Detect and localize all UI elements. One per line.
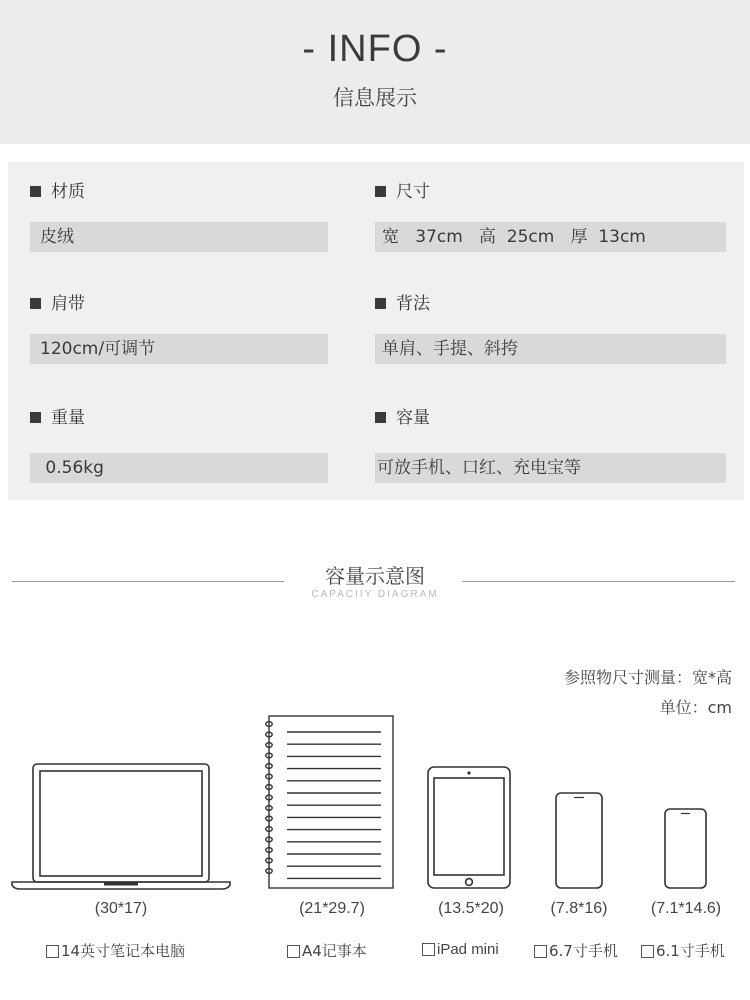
device-dims: (30*17): [94, 900, 148, 917]
device-name: 6.7寸手机: [534, 940, 618, 961]
phone-icon: [556, 793, 602, 888]
info-title: - INFO -: [302, 28, 448, 70]
carry-label: 背法: [375, 292, 430, 316]
bullet-square-icon: [30, 186, 41, 197]
device-name: iPad mini: [422, 940, 499, 958]
info-header: [0, 0, 750, 144]
capacity-diagram-subtitle: CAPACIIY DIAGRAM: [311, 589, 439, 600]
notebook-icon: [266, 716, 393, 888]
strap-label: 肩带: [30, 292, 85, 316]
size-value: 宽 37cm 高 25cm 厚 13cm: [375, 222, 726, 252]
device-dims: (21*29.7): [299, 900, 365, 917]
device-dims: (7.8*16): [550, 900, 608, 917]
bullet-square-icon: [375, 298, 386, 309]
unit-note: 单位：cm: [659, 698, 732, 717]
checkbox-icon: [422, 943, 435, 956]
checkbox-icon: [46, 945, 59, 958]
size-label: 尺寸: [375, 180, 430, 204]
capacity-diagram-title: 容量示意图: [325, 564, 425, 588]
weight-label: 重量: [30, 406, 85, 430]
checkbox-icon: [641, 945, 654, 958]
material-value: 皮绒: [30, 222, 328, 252]
weight-value: 0.56kg: [30, 453, 328, 483]
info-subtitle: 信息展示: [333, 86, 417, 110]
spec-panel: [8, 162, 744, 500]
checkbox-icon: [287, 945, 300, 958]
capacity-value: 可放手机、口红、充电宝等: [375, 453, 726, 483]
carry-value: 单肩、手提、斜挎: [375, 334, 726, 364]
device-name: 14英寸笔记本电脑: [46, 940, 185, 961]
measure-note: 参照物尺寸测量：宽*高: [563, 668, 732, 687]
device-dims: (7.1*14.6): [650, 900, 722, 917]
material-label: 材质: [30, 180, 85, 204]
bullet-square-icon: [30, 412, 41, 423]
phone-icon: [665, 809, 706, 888]
bullet-square-icon: [30, 298, 41, 309]
device-dims: (13.5*20): [438, 900, 504, 917]
bullet-square-icon: [375, 186, 386, 197]
laptop-icon: [12, 764, 230, 889]
bullet-square-icon: [375, 412, 386, 423]
capacity-label: 容量: [375, 406, 430, 430]
checkbox-icon: [534, 945, 547, 958]
device-illustrations: [0, 700, 750, 895]
device-name: A4记事本: [287, 940, 367, 961]
device-name: 6.1寸手机: [641, 940, 725, 961]
strap-value: 120cm/可调节: [30, 334, 328, 364]
tablet-icon: [428, 767, 510, 888]
